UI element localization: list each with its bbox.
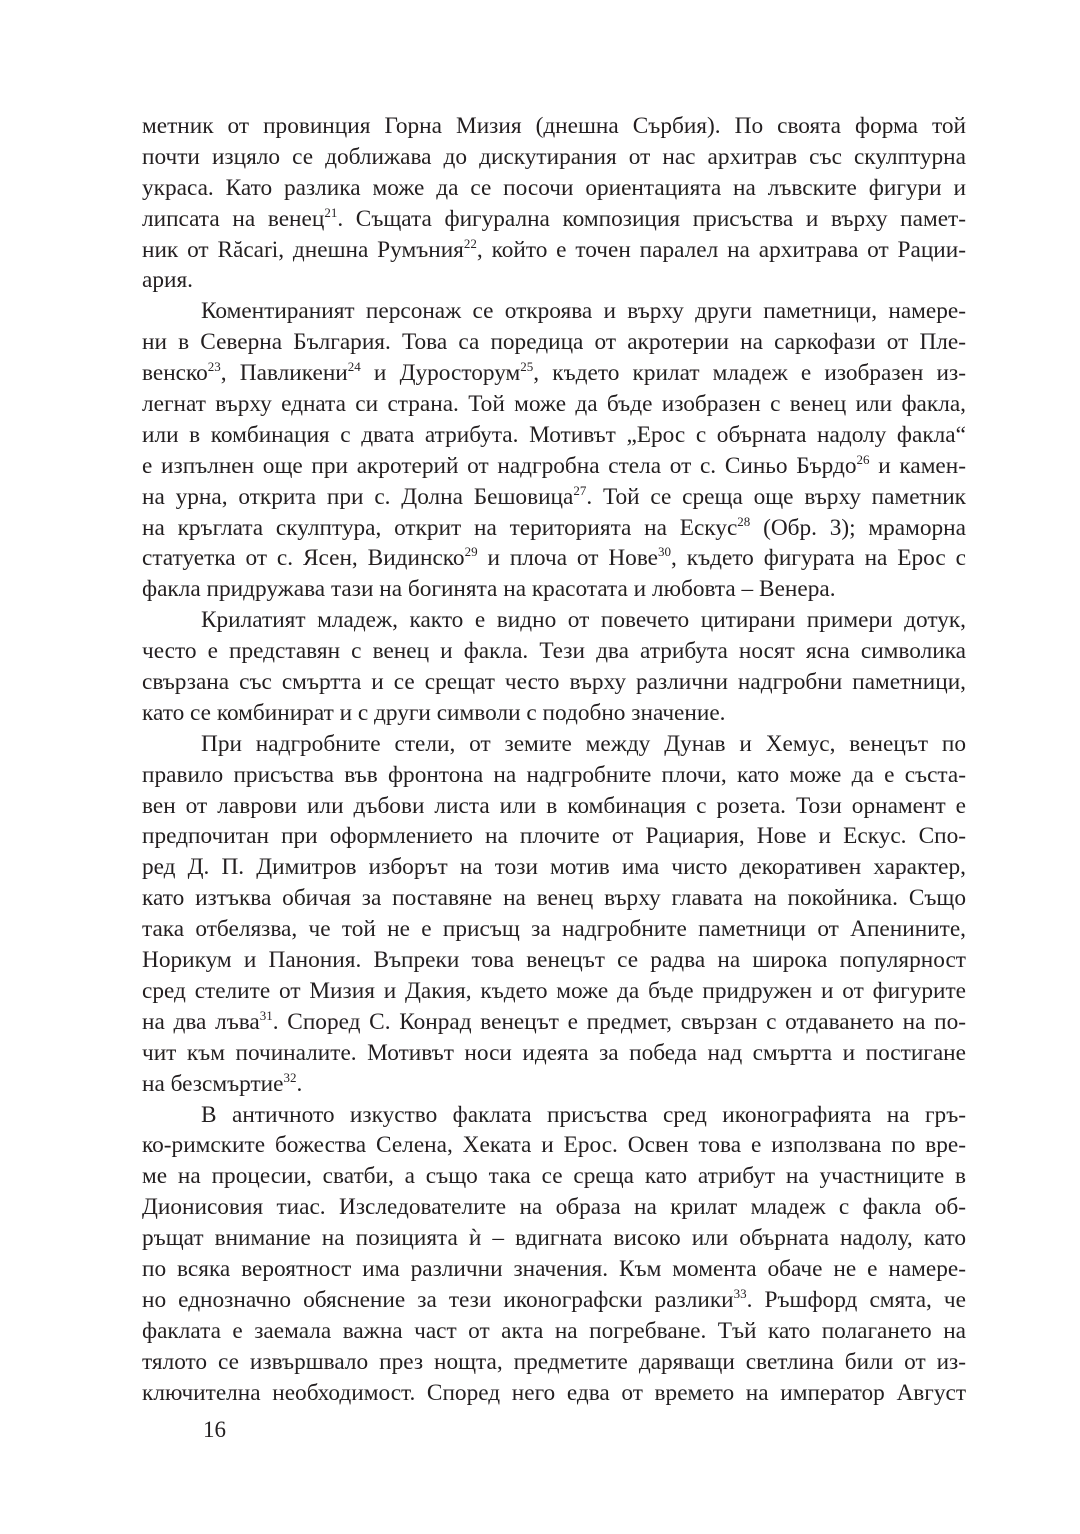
footnote-marker: 29 xyxy=(464,544,478,560)
text-segment: често е представян с венец и факла. Тези два атрибута носят ясна символика xyxy=(142,638,966,665)
footnote-marker: 33 xyxy=(733,1285,747,1301)
text-line xyxy=(142,296,966,327)
text-segment: ръщат внимание на позицията ѝ – вдигната високо или обърната надолу, като xyxy=(142,1225,966,1252)
text-segment: . Ръшфорд смята, че xyxy=(746,1286,966,1313)
text-line xyxy=(142,1285,966,1316)
footnote-marker: 27 xyxy=(573,482,587,498)
footnote-marker: 22 xyxy=(463,235,477,251)
text-segment: липсата на венец xyxy=(142,205,325,232)
text-segment: но еднозначно обяснение за тези иконографски разлики xyxy=(142,1286,734,1313)
text-segment: и плоча от Нове xyxy=(477,545,659,572)
text-segment: ключителна необходимост. Според него едва от времето на император Август xyxy=(142,1379,966,1406)
text-line xyxy=(142,327,966,358)
text-line xyxy=(142,976,966,1007)
text-line xyxy=(142,1038,966,1069)
text-segment: факлата е заемала важна част от акта на погребване. Тъй като полагането на xyxy=(142,1317,966,1344)
text-segment: , който е точен паралел на архитрава от Рации- xyxy=(476,236,966,263)
text-segment: на урна, открита при с. Долна Бешовица xyxy=(142,483,574,510)
text-segment: Норикум и Панония. Въпреки това венецът се радва на широка популярност xyxy=(142,947,966,974)
footnote-marker: 28 xyxy=(737,513,751,529)
text-segment: Дионисовия тиас. Изследователите на образа на крилат младеж с факла об- xyxy=(142,1194,966,1221)
text-line xyxy=(142,1223,966,1254)
text-line xyxy=(142,1378,966,1409)
footnote-marker: 24 xyxy=(347,359,361,375)
text-segment: венско xyxy=(142,360,208,387)
text-line xyxy=(142,1100,966,1131)
footnote-marker: 32 xyxy=(283,1069,297,1085)
text-segment: сред стелите от Мизия и Дакия, където може да бъде придружен и от фигурите xyxy=(142,977,966,1004)
text-segment: , където фигурата на Ерос с xyxy=(671,545,966,572)
text-line xyxy=(142,760,966,791)
text-line xyxy=(142,729,966,760)
text-segment: на безсмъртие xyxy=(142,1070,284,1097)
text-segment: ария. xyxy=(142,267,193,294)
text-line xyxy=(142,1192,966,1223)
text-segment: на два лъва xyxy=(142,1008,260,1035)
text-segment: ме на процесии, сватби, а също така се среща като атрибут на участниците в xyxy=(142,1163,966,1190)
footnote-marker: 26 xyxy=(856,451,870,467)
text-line xyxy=(142,1161,966,1192)
text-line xyxy=(142,513,966,544)
footnote-marker: 23 xyxy=(207,359,221,375)
text-line xyxy=(142,1316,966,1347)
text-line xyxy=(142,420,966,451)
text-segment: е изпълнен още при акротерий от надгробна стела от с. Синьо Бърдо xyxy=(142,452,857,479)
paragraph xyxy=(142,729,966,1100)
text-segment: ко-римските божества Селена, Хеката и Ерос. Освен това е използвана по вре- xyxy=(142,1132,966,1159)
text-segment: свързана със смъртта и се срещат често върху различни надгробни паметници, xyxy=(142,669,966,696)
text-segment: метник от провинция Горна Мизия (днешна Сърбия). По своята форма той xyxy=(142,113,966,139)
text-segment: като изтъква обичая за поставяне на венец върху главата на покойника. Също xyxy=(142,885,966,912)
text-line xyxy=(142,914,966,945)
text-segment: чит към починалите. Мотивът носи идеята за победа над смъртта и постигане xyxy=(142,1039,966,1066)
text-line xyxy=(142,574,966,605)
footnote-marker: 30 xyxy=(658,544,672,560)
text-segment: така отбелязва, че той не е присъщ за надгробните паметници от Апенините, xyxy=(142,916,966,943)
text-line xyxy=(142,698,966,729)
text-line xyxy=(142,204,966,235)
text-line xyxy=(142,605,966,636)
text-segment: тялото се извършвало през нощта, предметите даряващи светлина били от из- xyxy=(142,1348,966,1375)
text-line xyxy=(142,451,966,482)
text-segment: и камен- xyxy=(869,452,966,479)
text-segment: по всяка вероятност има различни значения. Към момента обаче не е намере- xyxy=(142,1255,966,1282)
text-segment: като се комбинират и с други символи с подобно значение. xyxy=(142,699,726,726)
text-segment: предпочитан при оформлението на плочите от Рациария, Нове и Ескус. Спо- xyxy=(142,823,966,850)
text-segment: . Той се среща още върху паметник xyxy=(586,483,966,510)
text-line xyxy=(142,1069,966,1100)
text-segment: , Павликени xyxy=(220,360,348,387)
text-segment: . Според С. Конрад венецът е предмет, свързан с отдаването на по- xyxy=(272,1008,966,1035)
text-line xyxy=(142,636,966,667)
text-segment: на кръглата скулптура, открит на територията на Ескус xyxy=(142,514,738,541)
text-segment: вен от лаврови или дъбови листа или в комбинация с розета. Този орнамент е xyxy=(142,792,966,819)
text-line xyxy=(142,1007,966,1038)
text-segment: и Дуросторум xyxy=(360,360,521,387)
text-line xyxy=(142,111,966,142)
text-line xyxy=(142,667,966,698)
text-segment: ник от Răcari, днешна Румъния xyxy=(142,236,464,263)
text-line xyxy=(142,791,966,822)
text-line xyxy=(142,883,966,914)
text-segment: почти изцяло се доближава до дискутирания от нас архитрав със скулптурна xyxy=(142,143,966,170)
text-segment: (Обр. 3); мраморна xyxy=(750,514,966,541)
paragraph xyxy=(142,605,966,729)
text-line xyxy=(142,945,966,976)
text-segment: легнат върху едната си страна. Той може да бъде изобразен с венец или факла, xyxy=(142,391,966,418)
text-segment: . xyxy=(296,1070,303,1097)
text-line xyxy=(142,482,966,513)
paragraph xyxy=(142,1100,966,1409)
footnote-marker: 31 xyxy=(259,1007,273,1023)
text-line xyxy=(142,142,966,173)
text-line xyxy=(142,235,966,266)
page-number: 16 xyxy=(203,1417,226,1442)
text-line xyxy=(142,173,966,204)
paragraph xyxy=(142,296,966,605)
paragraph xyxy=(142,111,966,296)
text-line xyxy=(142,543,966,574)
text-line xyxy=(142,1130,966,1161)
text-segment: статуетка от с. Ясен, Видинско xyxy=(142,545,465,572)
main-text-column xyxy=(142,111,966,1408)
text-line xyxy=(142,1347,966,1378)
text-segment: В античното изкуство факлата присъства сред иконографията на гръ- xyxy=(201,1101,966,1128)
text-segment: или в комбинация с двата атрибута. Мотивът „Ерос с обърната надолу факла“ xyxy=(142,421,966,448)
text-segment: , където крилат младеж е изобразен из- xyxy=(533,360,966,387)
text-segment: При надгробните стели, от земите между Дунав и Хемус, венецът по xyxy=(201,730,966,757)
text-segment: . Същата фигурална композиция присъства и върху памет- xyxy=(337,205,966,232)
text-line xyxy=(142,265,966,296)
text-segment: факла придружава тази на богинята на красотата и любовта – Венера. xyxy=(142,576,836,603)
text-segment: украса. Като разлика може да се посочи ориентацията на лъвските фигури и xyxy=(142,174,966,201)
text-segment: Крилатият младеж, както е видно от повечето цитирани примери дотук, xyxy=(201,607,966,634)
text-line xyxy=(142,821,966,852)
text-segment: правило присъства във фронтона на надгробните плочи, като може да е съста- xyxy=(142,761,966,788)
text-segment: ред Д. П. Димитров изборът на този мотив има чисто декоративен характер, xyxy=(142,854,966,881)
text-segment: ни в Северна България. Това са поредица от акротерии на саркофази от Пле- xyxy=(142,329,966,356)
text-segment: Коментираният персонаж се откроява и върху други паметници, намере- xyxy=(201,298,966,325)
footnote-marker: 25 xyxy=(520,359,534,375)
text-line xyxy=(142,389,966,420)
text-line xyxy=(142,358,966,389)
footnote-marker: 21 xyxy=(324,204,338,220)
text-line xyxy=(142,1254,966,1285)
text-line xyxy=(142,852,966,883)
